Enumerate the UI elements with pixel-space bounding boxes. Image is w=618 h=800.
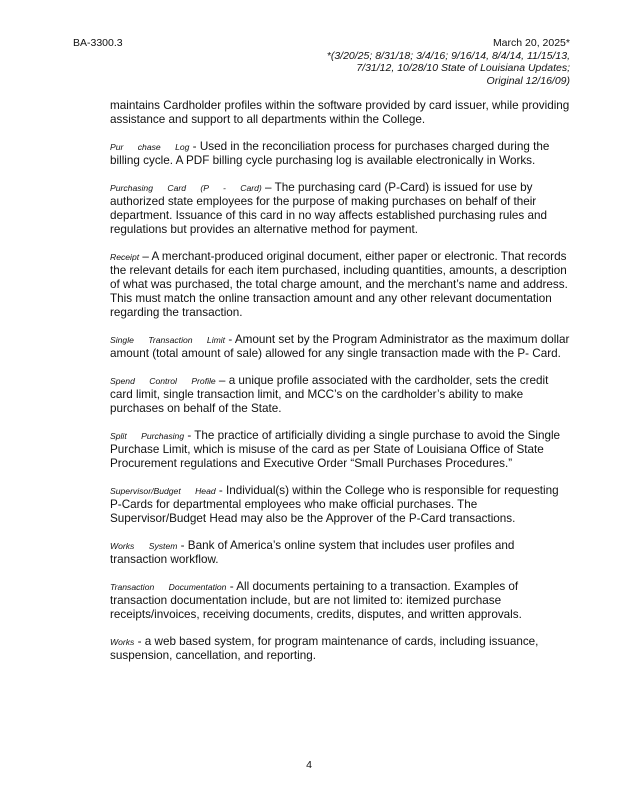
definition-term: Receipt (110, 252, 140, 262)
document-date: March 20, 2025* (492, 37, 570, 49)
document-id: BA-3300.3 (73, 37, 123, 49)
definition-text: Amount set by the Program Administrator as the maximum dollar amount (total amount of sale) allowed for any single transaction made with the P- Card. (110, 333, 570, 360)
definitions-body (110, 99, 572, 676)
term-separator: - (189, 140, 200, 153)
definition-term: Purchasing Card (P - Card) (110, 183, 262, 193)
revision-header (327, 37, 570, 87)
term-separator: - (226, 580, 237, 593)
definition-text: Bank of America’s online system that includes user profiles and transaction workflow. (110, 539, 515, 566)
definition-term: Pur chase Log (110, 142, 190, 152)
definition-text: Used in the reconciliation process for purchases charged during the billing cycle. A PDF billing cycle purchasing log is available electronically in Works. (110, 140, 550, 167)
definition-term: Spend Control Profile (110, 376, 216, 386)
definition-text: A merchant-produced original document, either paper or electronic. That records the relevant details for each item purchased, including quantities, amounts, a description of what was purchased, the total charge amount, and the merchant’s name and address. This must match the online transaction amount and any other relevant documentation regarding the transaction. (110, 250, 568, 319)
definition-text: The purchasing card (P-Card) is issued for use by authorized state employees for the purpose of making purchases on behalf of their department. Issuance of this card in no way affects established purchasing rules and regulations but provides an alternative method for payment. (110, 181, 548, 236)
revision-history-line: 7/31/12, 10/28/10 State of Louisiana Updates; (356, 62, 570, 74)
term-separator: - (184, 429, 195, 442)
definition-term: Single Transaction Limit (110, 335, 226, 345)
definition-paragraph (110, 429, 572, 471)
page-number: 4 (306, 759, 312, 771)
definition-paragraph (110, 181, 572, 237)
definition-term: Supervisor/Budget Head (110, 486, 216, 496)
revision-history-line: *(3/20/25; 8/31/18; 3/4/16; 9/16/14, 8/4/14, 11/15/13, (326, 49, 570, 62)
definition-term: Split Purchasing (110, 431, 185, 441)
definition-text: a unique profile associated with the cardholder, sets the credit card limit, single transaction limit, and MCC’s on the cardholder’s ability to make purchases on behalf of the State. (110, 374, 549, 415)
term-separator: – (215, 374, 229, 387)
revision-history-line: Original 12/16/09) (486, 74, 570, 87)
definition-paragraph (110, 484, 572, 526)
definition-term: Works (110, 637, 135, 647)
definition-text: The practice of artificially dividing a single purchase to avoid the Single Purchase Limit, which is misuse of the card as per State of Louisiana Office of State Procurement regulations and Executive Order “Small Purchases Procedures.” (110, 429, 561, 470)
definition-paragraph (110, 140, 572, 168)
definition-paragraph (110, 580, 572, 622)
definition-paragraph (110, 250, 572, 320)
definition-paragraph (110, 539, 572, 567)
term-separator: - (225, 333, 235, 346)
term-separator: - (177, 539, 188, 552)
definition-term: Works System (110, 541, 178, 551)
term-separator: – (139, 250, 152, 263)
term-separator: – (261, 181, 275, 194)
definition-text: Individual(s) within the College who is responsible for requesting P-Cards for departmental employees who make official purchases. The Supervisor/Budget Head may also be the Approver of the P-Card transactions. (110, 484, 559, 525)
definition-text: a web based system, for program maintenance of cards, including issuance, suspension, cancellation, and reporting. (110, 635, 539, 662)
definition-paragraph (110, 333, 572, 361)
definition-term: Transaction Documentation (110, 582, 227, 592)
term-separator: - (134, 635, 145, 648)
definition-paragraph (110, 99, 572, 127)
term-separator: - (215, 484, 227, 497)
definition-paragraph (110, 374, 572, 416)
definition-paragraph (110, 635, 572, 663)
definition-text: All documents pertaining to a transaction. Examples of transaction documentation include, but are not limited to: itemized purchase receipts/invoices, receiving documents, credits, disputes, and written approvals. (110, 580, 522, 621)
definition-text: maintains Cardholder profiles within the software provided by card issuer, while providing assistance and support to all departments within the College. (110, 99, 570, 126)
